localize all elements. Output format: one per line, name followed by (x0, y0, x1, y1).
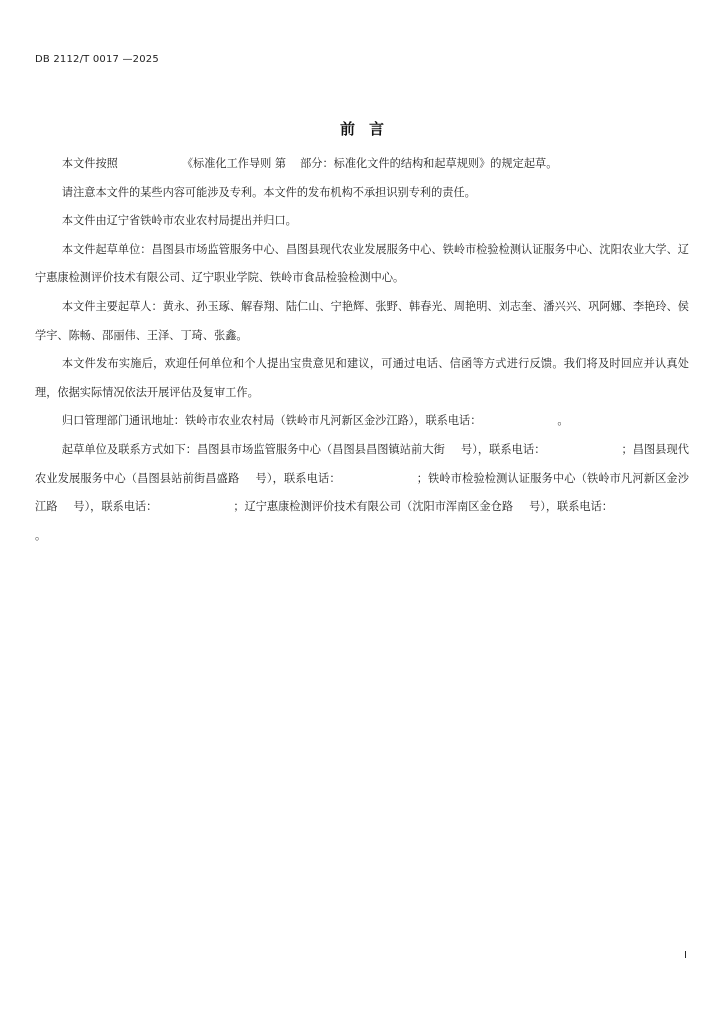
document-body (35, 150, 689, 550)
paragraph-text: 归口管理部门通讯地址：铁岭市农业农村局（铁岭市凡河新区金沙江路），联系电话： (61, 414, 482, 428)
paragraph-drafters: 本文件主要起草人：黄永、孙玉琢、解春翔、陆仁山、宁艳辉、张野、韩春光、周艳明、刘志奎、潘兴兴、巩阿娜、李艳玲、侯学宇、陈畅、邵丽伟、王泽、丁琦、张鑫。 (35, 299, 689, 342)
page-title: 前言 (339, 120, 398, 138)
paragraph-text: 号），联系电话： (255, 471, 341, 485)
paragraph-text: ；昌图县现代农业发展服务中心（昌图县站前街昌盛路 (35, 442, 689, 485)
paragraph-text: 号），联系电话： (73, 500, 158, 514)
paragraph-text: 部分：标准化文件的结构和起草规则》的规定起草。 (300, 157, 558, 170)
paragraph-text: ；辽宁惠康检测评价技术有限公司（沈阳市浑南区金仓路 (233, 500, 514, 514)
paragraph-text: 。 (35, 528, 47, 542)
page-number: I (684, 950, 687, 961)
paragraph-drafting-units: 本文件起草单位：昌图县市场监管服务中心、昌图县现代农业发展服务中心、铁岭市检验检测认证服务中心、沈阳农业大学、辽宁惠康检测评价技术有限公司、辽宁职业学院、铁岭市食品检验检测中心。 (35, 242, 689, 285)
paragraph-text: 本文件按照 (61, 157, 118, 170)
standard-code: DB 2112/T 0017 —2025 (35, 54, 159, 65)
paragraph-text: ；铁岭市检验检测认证服务中心（铁岭市凡河新区金沙江路 (35, 471, 689, 514)
paragraph-text: 。 (557, 414, 569, 428)
paragraph-proposer: 本文件由辽宁省铁岭市农业农村局提出并归口。 (61, 214, 297, 228)
paragraph-patent-notice: 请注意本文件的某些内容可能涉及专利。本文件的发布机构不承担识别专利的责任。 (61, 185, 476, 199)
paragraph-text: 号），联系电话： (529, 500, 613, 514)
paragraph-contacts (35, 436, 689, 550)
paragraph-text: 号），联系电话： (460, 442, 546, 456)
paragraph-text: 起草单位及联系方式如下：昌图县市场监管服务中心（昌图县昌图镇站前大街 (61, 442, 445, 456)
paragraph-feedback: 本文件发布实施后，欢迎任何单位和个人提出宝贵意见和建议，可通过电话、信函等方式进行反馈。我们将及时回应并认真处理，依据实际情况依法开展评估及复审工作。 (35, 357, 689, 399)
paragraph-management-address (35, 407, 689, 436)
paragraph-drafting-basis (35, 150, 689, 179)
paragraph-text: 《标准化工作导则 第 (181, 157, 287, 170)
